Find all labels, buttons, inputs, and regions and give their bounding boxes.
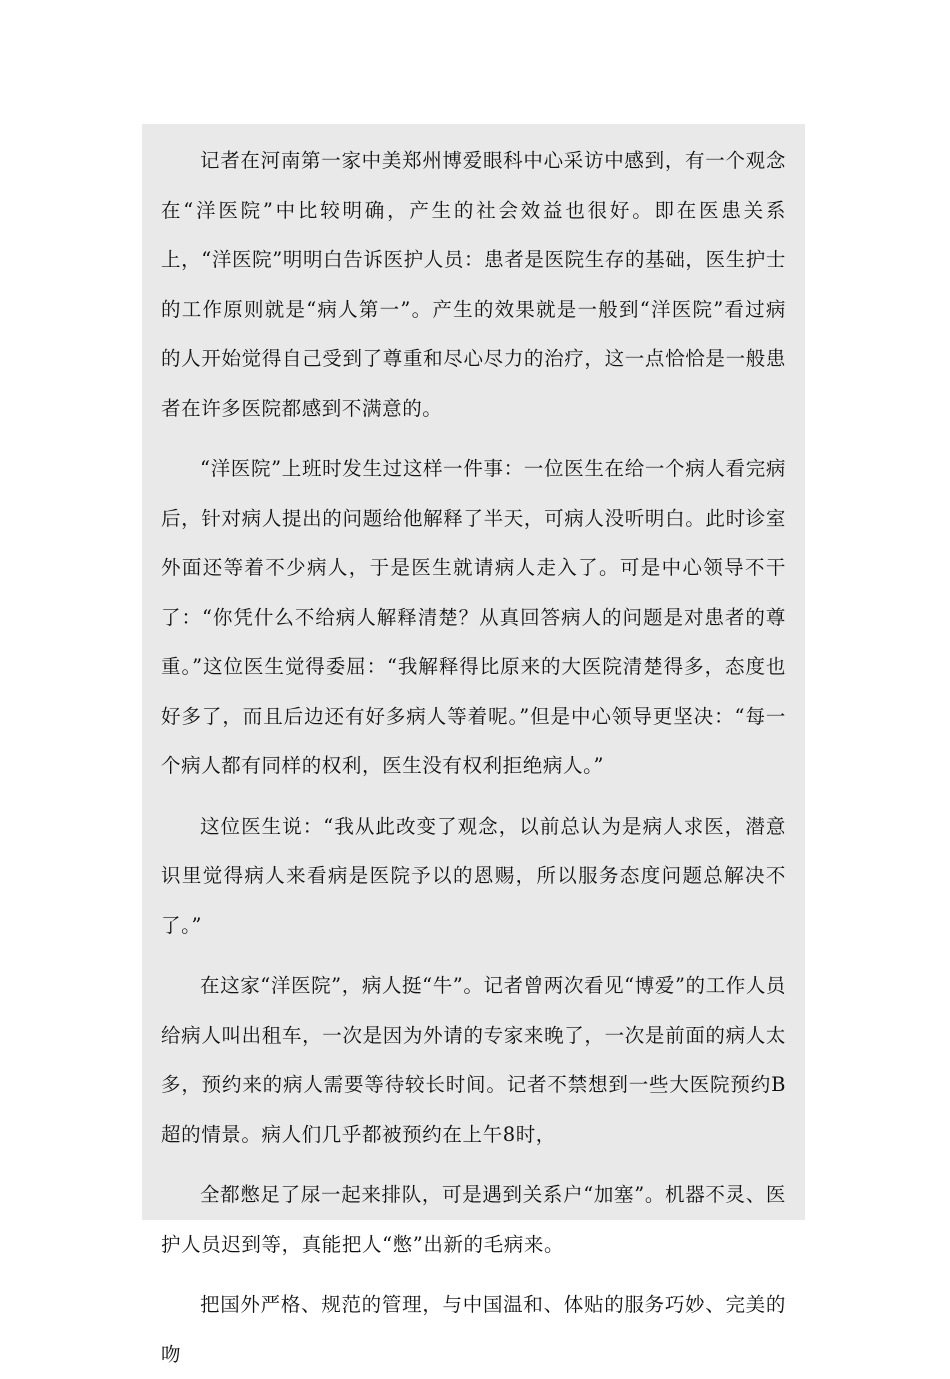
paragraph-6: 把国外严格、规范的管理，与中国温和、体贴的服务巧妙、完美的吻 xyxy=(161,1293,786,1366)
article-text-block xyxy=(142,124,805,1366)
paragraph-4: 在这家“洋医院”，病人挺“牛”。记者曾两次看见“博爱”的工作人员给病人叫出租车，一次是因为外请的专家来晚了，一次是前面的病人太多，预约来的病人需要等待较长时间。记者不禁想到一些大医院预约B超的情景。病人们几乎都被预约在上午8时， xyxy=(161,974,787,1146)
paragraph-1: 记者在河南第一家中美郑州博爱眼科中心采访中感到，有一个观念在“洋医院”中比较明确，产生的社会效益也很好。即在医患关系上，“洋医院”明明白告诉医护人员：患者是医院生存的基础，医生护士的工作原则就是“病人第一”。产生的效果就是一般到“洋医院”看过病的人开始觉得自己受到了尊重和尽心尽力的治疗，这一点恰恰是一般患者在许多医院都感到不满意的。 xyxy=(161,149,786,420)
paragraph-3: 这位医生说：“我从此改变了观念，以前总认为是病人求医，潜意识里觉得病人来看病是医院予以的恩赐，所以服务态度问题总解决不了。” xyxy=(161,814,786,937)
paragraph-5: 全都憋足了尿一起来排队，可是遇到关系户“加塞”。机器不灵、医护人员迟到等，真能把人“憋”出新的毛病来。 xyxy=(161,1183,786,1256)
paragraph-2: “洋医院”上班时发生过这样一件事：一位医生在给一个病人看完病后，针对病人提出的问题给他解释了半天，可病人没听明白。此时诊室外面还等着不少病人，于是医生就请病人走入了。可是中心领导不干了：“你凭什么不给病人解释清楚？从真回答病人的问题是对患者的尊重。”这位医生觉得委屈：“我解释得比原来的大医院清楚得多，态度也好多了，而且后边还有好多病人等着呢。”但是中心领导更坚决：“每一个病人都有同样的权利，医生没有权利拒绝病人。” xyxy=(161,457,786,777)
